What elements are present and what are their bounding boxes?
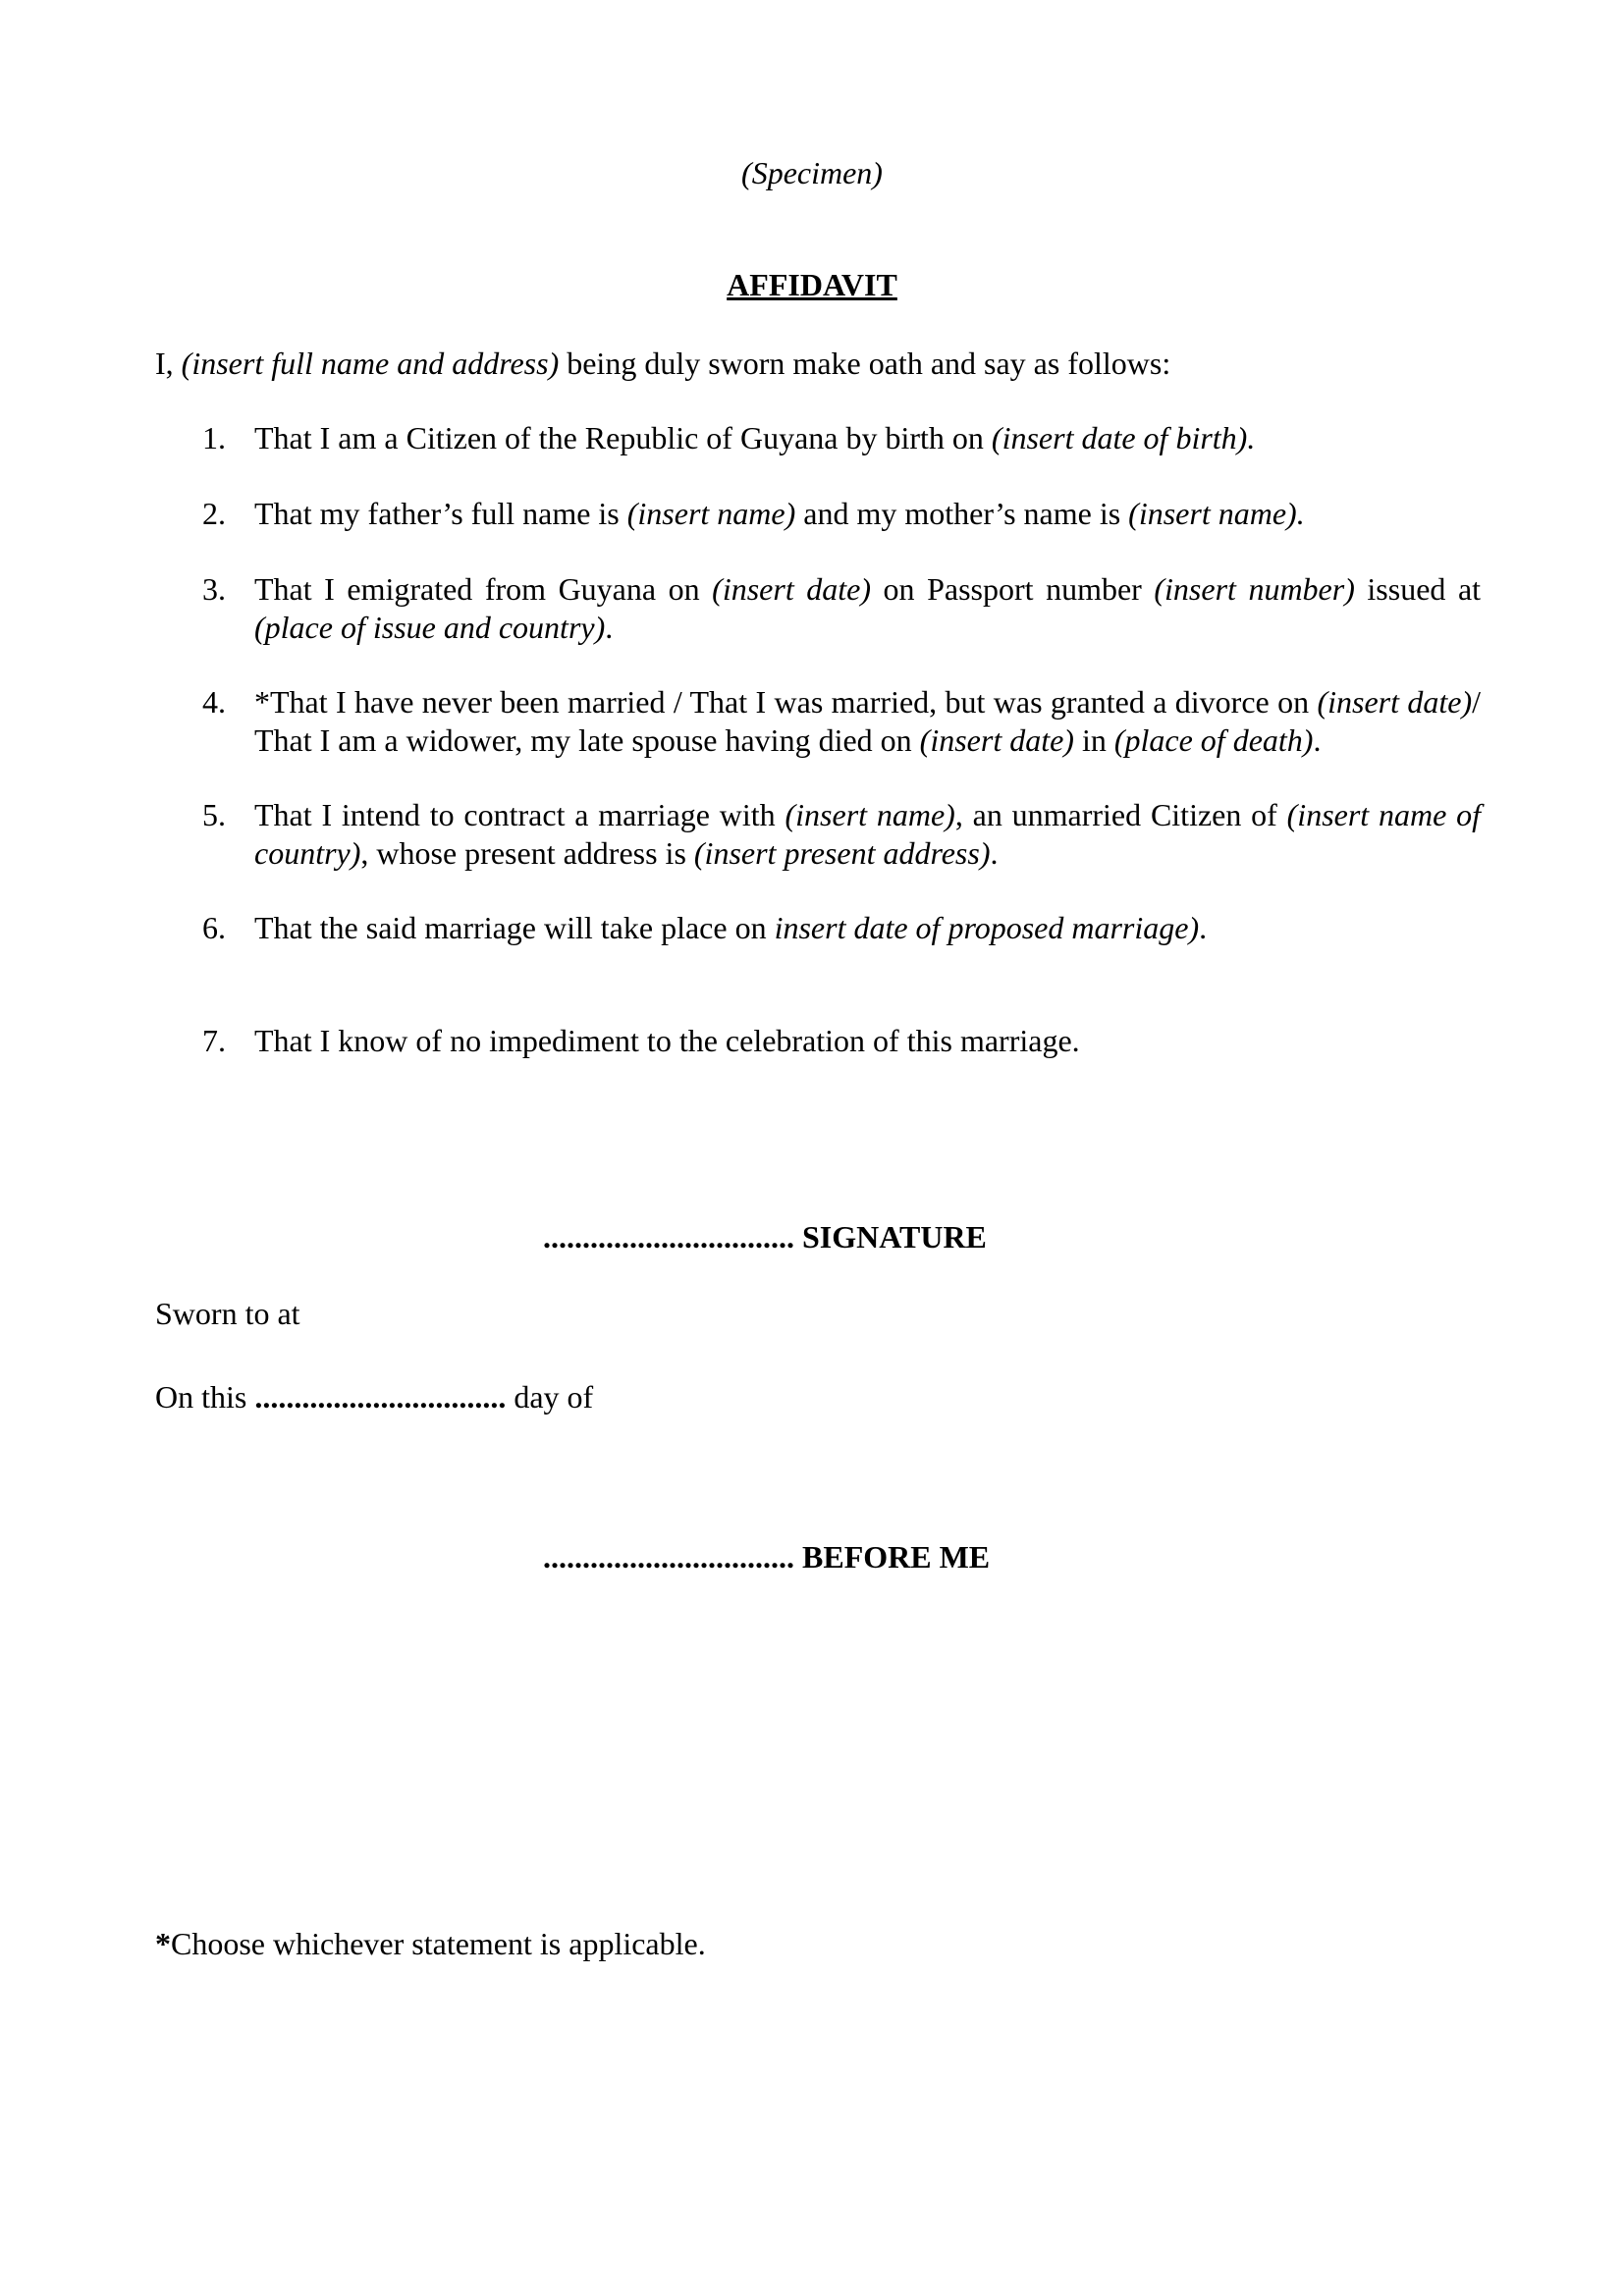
document-title: AFFIDAVIT xyxy=(727,267,897,302)
clause-number: 7. xyxy=(202,1023,226,1058)
clause-7 xyxy=(155,1022,1481,1060)
clause-placeholder: insert date of proposed marriage) xyxy=(774,910,1200,945)
clause-text xyxy=(254,909,1481,947)
clause-text-part: That I am a Citizen of the Republic of Guyana by birth on xyxy=(254,420,992,455)
specimen-label: (Specimen) xyxy=(741,155,883,190)
before-me-dots: ................................ xyxy=(543,1539,794,1575)
clause-text-part: That my father’s full name is xyxy=(254,496,627,531)
clause-placeholder: (insert date) xyxy=(919,722,1074,758)
on-this-prefix: On this xyxy=(155,1379,255,1415)
intro-prefix: I, xyxy=(155,346,182,381)
clause-text-part: That the said marriage will take place on xyxy=(254,910,775,945)
clause-text xyxy=(254,1022,1481,1060)
clause-6 xyxy=(155,909,1481,947)
clause-text-part: That I emigrated from Guyana on xyxy=(254,571,713,607)
clause-text xyxy=(254,796,1481,873)
clause-text-part: , whose present address is xyxy=(360,835,694,871)
clause-text xyxy=(254,419,1481,457)
clause-text-part: *That I have never been married / That I was married, but was granted a divorce on xyxy=(254,684,1318,720)
clause-placeholder: (place of death) xyxy=(1113,722,1314,758)
clause-number: 4. xyxy=(202,684,226,720)
before-me-line xyxy=(543,1539,990,1575)
clause-placeholder: (insert date) xyxy=(1317,684,1473,720)
on-this-dots: ................................ xyxy=(254,1379,507,1415)
clause-text xyxy=(254,570,1481,647)
clause-text-part: , an unmarried Citizen of xyxy=(954,797,1287,832)
clause-number: 3. xyxy=(202,571,226,607)
clause-3 xyxy=(155,570,1481,647)
clause-number: 2. xyxy=(202,496,226,531)
clause-placeholder: (insert name). xyxy=(1128,496,1305,531)
clause-placeholder: (insert number) xyxy=(1154,571,1355,607)
clause-text xyxy=(254,495,1481,533)
footnote xyxy=(155,1926,706,1962)
clause-placeholder: (insert date) xyxy=(712,571,872,607)
clause-placeholder: (insert name) xyxy=(626,496,796,531)
clause-text-part: That I intend to contract a marriage with xyxy=(254,797,785,832)
clause-placeholder: (insert present address) xyxy=(693,835,991,871)
clause-text-part: in xyxy=(1073,722,1114,758)
clause-text-part: That I know of no impediment to the celebration of this marriage. xyxy=(254,1023,1080,1058)
clause-text-part: . xyxy=(605,610,614,645)
footnote-text: Choose whichever statement is applicable. xyxy=(171,1926,706,1961)
signature-dots: ................................ xyxy=(543,1219,794,1255)
clause-text-part: . xyxy=(990,835,999,871)
clause-placeholder: (insert name of country) xyxy=(254,797,1482,871)
on-this-suffix: day of xyxy=(506,1379,594,1415)
intro-placeholder: (insert full name and address) xyxy=(181,346,560,381)
clause-number: 5. xyxy=(202,797,226,832)
clause-text-part: and my mother’s name is xyxy=(795,496,1129,531)
clause-placeholder: (insert date of birth). xyxy=(991,420,1256,455)
clause-text-part: on Passport number xyxy=(871,571,1155,607)
before-me-label: BEFORE ME xyxy=(802,1539,991,1575)
intro-statement xyxy=(155,344,1481,383)
clause-number: 1. xyxy=(202,420,226,455)
clause-placeholder: (place of issue and country) xyxy=(254,610,606,645)
clause-text-part: . xyxy=(1199,910,1208,945)
signature-line xyxy=(543,1219,987,1255)
intro-suffix: being duly sworn make oath and say as follows: xyxy=(559,346,1171,381)
footnote-star: * xyxy=(155,1926,171,1961)
clause-4 xyxy=(155,683,1481,760)
clause-text xyxy=(254,683,1481,760)
clause-text-part: . xyxy=(1313,722,1322,758)
clause-text-part: issued at xyxy=(1354,571,1482,607)
on-this-line xyxy=(155,1379,593,1415)
clause-placeholder: (insert name) xyxy=(785,797,955,832)
sworn-to-at: Sworn to at xyxy=(155,1296,300,1331)
clause-1 xyxy=(155,419,1481,457)
clause-number: 6. xyxy=(202,910,226,945)
clause-5 xyxy=(155,796,1481,873)
signature-label: SIGNATURE xyxy=(802,1219,987,1255)
clause-2 xyxy=(155,495,1481,533)
clause-text-part: / That I am a widower, my late spouse having died on xyxy=(254,684,1482,758)
